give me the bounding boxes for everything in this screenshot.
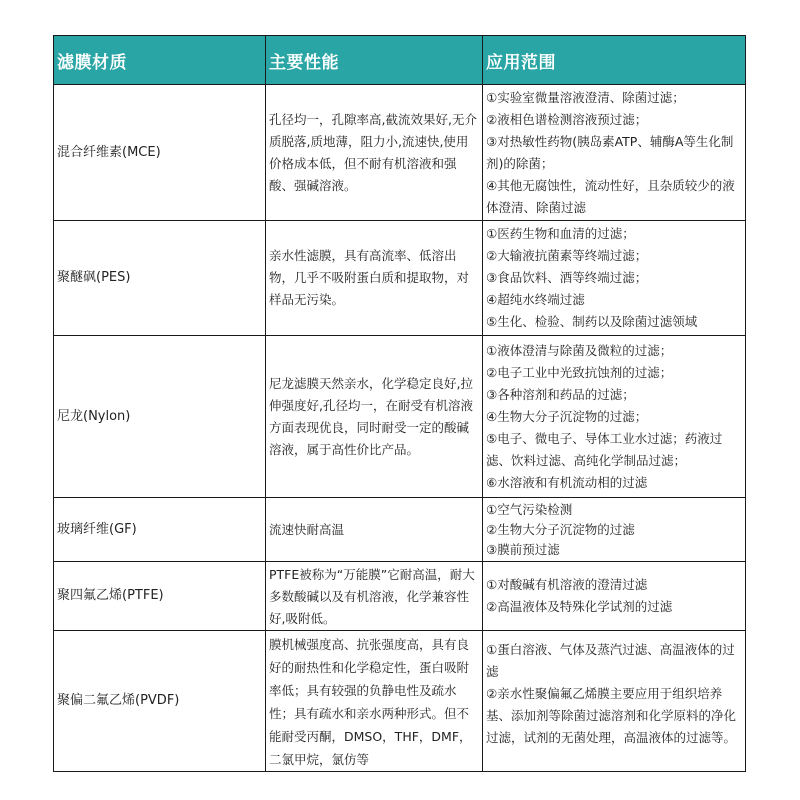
application-item: ④其他无腐蚀性，流动性好，且杂质较少的液体澄清、除菌过滤 bbox=[486, 177, 735, 215]
application-item: ②生物大分子沉淀物的过滤 bbox=[486, 521, 635, 537]
material-cell: 尼龙(Nylon) bbox=[54, 336, 266, 498]
performance-cell: 膜机械强度高、抗张强度高，具有良好的耐热性和化学稳定性，蛋白吸附率低；具有较强的负静电性及疏水性；具有疏水和亲水两种形式。但不能耐受丙酮，DMSO，THF，DMF，二氯甲烷，氯仿等 bbox=[266, 631, 483, 772]
application-item: ③膜前预过滤 bbox=[486, 541, 560, 557]
filter-membrane-table-container bbox=[53, 35, 745, 772]
table-row bbox=[54, 85, 746, 221]
application-item: ②电子工业中光致抗蚀剂的过滤； bbox=[486, 364, 673, 380]
application-item: ④生物大分子沉淀物的过滤； bbox=[486, 408, 648, 424]
applications-cell bbox=[483, 85, 746, 221]
applications-cell bbox=[483, 631, 746, 772]
performance-cell: PTFE被称为“万能膜”它耐高温，耐大多数酸碱以及有机溶液，化学兼容性好,吸附低。 bbox=[266, 562, 483, 631]
table-row bbox=[54, 562, 746, 631]
application-item: ⑥水溶液和有机流动相的过滤 bbox=[486, 474, 648, 490]
application-item: ②大输液抗菌素等终端过滤； bbox=[486, 248, 648, 263]
application-item: ①蛋白溶液、气体及蒸汽过滤、高温液体的过滤 bbox=[486, 642, 735, 679]
application-item: ①实验室微量溶液澄清、除菌过滤； bbox=[486, 89, 685, 105]
application-item: ②高温液体及特殊化学试剂的过滤 bbox=[486, 599, 673, 614]
application-item: ③各种溶剂和药品的过滤； bbox=[486, 386, 635, 402]
application-item: ②亲水性聚偏氟乙烯膜主要应用于组织培养基、添加剂等除菌过滤溶剂和化学原料的净化过滤，试剂的无菌处理，高温液体的过滤等。 bbox=[486, 686, 737, 745]
applications-cell bbox=[483, 562, 746, 631]
filter-membrane-table bbox=[53, 35, 746, 772]
header-applications: 应用范围 bbox=[483, 36, 746, 85]
applications-cell bbox=[483, 221, 746, 336]
material-cell: 聚偏二氟乙烯(PVDF) bbox=[54, 631, 266, 772]
performance-cell: 流速快耐高温 bbox=[266, 498, 483, 562]
material-cell: 玻璃纤维(GF) bbox=[54, 498, 266, 562]
table-row bbox=[54, 631, 746, 772]
applications-cell bbox=[483, 336, 746, 498]
table-header-row bbox=[54, 36, 746, 85]
application-item: ⑤生化、检验、制药以及除菌过滤领域 bbox=[486, 314, 698, 329]
performance-cell: 亲水性滤膜，具有高流率、低溶出物，几乎不吸附蛋白质和提取物，对样品无污染。 bbox=[266, 221, 483, 336]
performance-cell: 尼龙滤膜天然亲水，化学稳定良好,拉伸强度好,孔径均一，在耐受有机溶液方面表现优良，同时耐受一定的酸碱溶液，属于高性价比产品。 bbox=[266, 336, 483, 498]
applications-cell bbox=[483, 498, 746, 562]
performance-cell: 孔径均一，孔隙率高,截流效果好,无介质脱落,质地薄，阻力小,流速快,使用价格成本低，但不耐有机溶液和强酸、强碱溶液。 bbox=[266, 85, 483, 221]
application-item: ④超纯水终端过滤 bbox=[486, 292, 585, 307]
application-item: ①空气污染检测 bbox=[486, 501, 573, 517]
header-performance: 主要性能 bbox=[266, 36, 483, 85]
material-cell: 聚醚砜(PES) bbox=[54, 221, 266, 336]
application-item: ①对酸碱有机溶液的澄清过滤 bbox=[486, 577, 648, 592]
application-item: ③食品饮料、酒等终端过滤； bbox=[486, 270, 648, 285]
application-item: ②液相色谱检测溶液预过滤； bbox=[486, 111, 648, 127]
application-item: ⑤电子、微电子、导体工业水过滤；药液过滤、饮料过滤、高纯化学制品过滤； bbox=[486, 430, 723, 468]
material-cell: 混合纤维素(MCE) bbox=[54, 85, 266, 221]
material-cell: 聚四氟乙烯(PTFE) bbox=[54, 562, 266, 631]
application-item: ①医药生物和血清的过滤； bbox=[486, 226, 635, 241]
application-item: ③对热敏性药物(胰岛素ATP、辅酶A等生化制剂)的除菌； bbox=[486, 133, 734, 171]
table-row bbox=[54, 221, 746, 336]
table-row bbox=[54, 336, 746, 498]
application-item: ①液体澄清与除菌及微粒的过滤； bbox=[486, 342, 673, 358]
header-material: 滤膜材质 bbox=[54, 36, 266, 85]
table-row bbox=[54, 498, 746, 562]
